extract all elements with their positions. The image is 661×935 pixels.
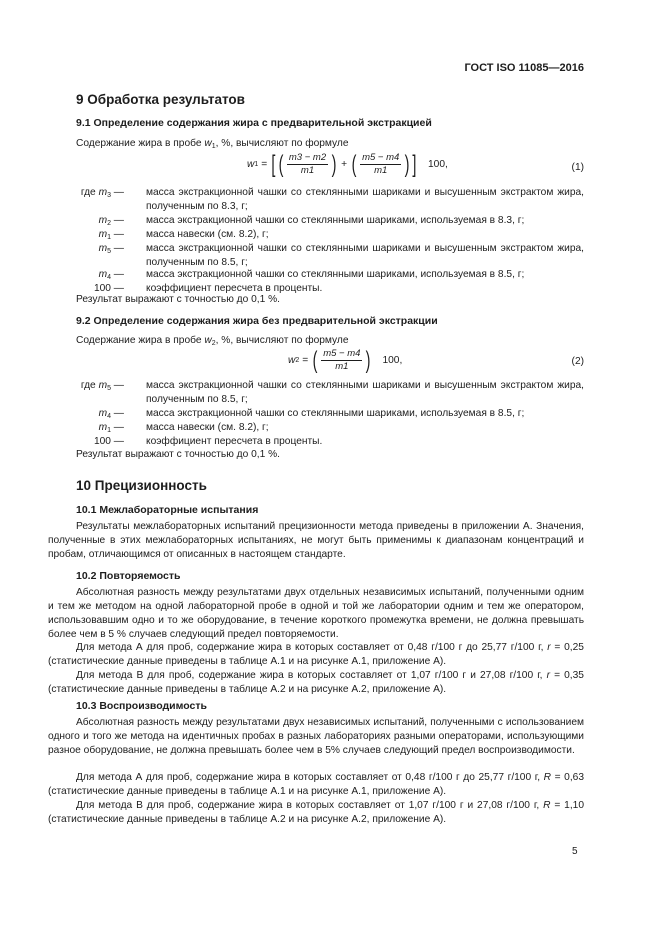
definition-item — [48, 379, 584, 407]
section-10-1-title: 10.1 Межлабораторные испытания — [76, 504, 259, 516]
definition-symbol: $m_5$ — — [98, 243, 124, 255]
section-9-1-result: Результат выражают с точностью до 0,1 %. — [76, 294, 280, 305]
definition-text: масса экстракционной чашки со стеклянными шариками и высушенным экстрактом жира, полученным по 8.3, г; — [146, 187, 584, 212]
section-10-2-title: 10.2 Повторяемость — [76, 570, 181, 582]
definition-symbol: $m_2$ — — [98, 215, 124, 227]
section-10-3-title: 10.3 Воспроизводимость — [76, 700, 207, 712]
fraction-denominator: m1 — [300, 165, 315, 176]
formula-1-number: (1) — [571, 162, 584, 173]
formula-2-number: (2) — [571, 356, 584, 367]
definition-symbol: $m_1$ — — [98, 422, 124, 434]
definition-item — [48, 242, 584, 270]
definition-text: масса навески (см. 8.2), г; — [146, 422, 269, 433]
fraction-numerator: m5 − m4 — [323, 348, 361, 359]
definition-symbol: $m_1$ — — [98, 229, 124, 241]
section-9-title: 9 Обработка результатов — [76, 92, 245, 107]
formula-1: w 1 = [ ( $\frac{m3 - m2}{m1}$ ) + ( $\frac{m5 - m4}{m1}$ ) ] 100, (1) — [247, 150, 584, 178]
definition-symbol: $m_4$ — — [98, 269, 124, 281]
definition-text: коэффициент пересчета в проценты. — [146, 283, 323, 294]
definition-symbol: $m_4$ — — [98, 408, 124, 420]
definition-item — [48, 407, 584, 421]
page-number: 5 — [572, 846, 578, 857]
section-9-1-title: 9.1 Определение содержания жира с предварительной экстракцией — [76, 117, 432, 129]
definition-item — [48, 435, 584, 449]
definition-symbol: 100 — — [93, 436, 124, 447]
definition-text: коэффициент пересчета в проценты. — [146, 436, 323, 447]
section-10-3-paragraph-3: Для метода В для проб, содержание жира в которых составляет от 1,07 г/100 г и 27,08 г/100 г, R = 1,10 (статистические данные приведены в таблице А.2 и на рисунке А.2, приложение А). — [48, 800, 584, 825]
fraction-denominator: m1 — [374, 165, 388, 176]
section-10-1-paragraph: Результаты межлабораторных испытаний прецизионности метода приведены в приложении А. Значения, полученные в этих межлабораторных испытаниях, не могут быть применимы к диапазонам концентраций и пробам, отличающимся от описанных в настоящем стандарте. — [48, 521, 584, 560]
section-10-2-paragraph-3: Для метода В для проб, содержание жира в которых составляет от 1,07 г/100 г и 27,08 г/100 г, r = 0,35 (статистические данные приведены в таблице А.2 и на рисунке А.2, приложение А). — [48, 670, 584, 695]
fraction-numerator: m5 − m4 — [362, 152, 400, 163]
definition-text: масса экстракционной чашки со стеклянными шариками и высушенным экстрактом жира, полученным по 8.5, г; — [146, 243, 584, 268]
section-10-2-paragraph-2: Для метода А для проб, содержание жира в которых составляет от 0,48 г/100 г до 25,77 г/100 г, r = 0,25 (статистические данные приведены в таблице А.1 и на рисунке А.1, приложение А). — [48, 642, 584, 667]
section-10-2-paragraph-1: Абсолютная разность между результатами двух отдельных независимых испытаний, полученными одним и тем же методом на одной лабораторной пробе в одной и той же лаборатории одним и тем же оператором, использовавшим одно и то же оборудование, в течение короткого промежутка времени, не должна превышать более чем в 5 % случаев следующий предел повторяемости. — [48, 587, 584, 640]
section-9-2-result: Результат выражают с точностью до 0,1 %. — [76, 449, 280, 460]
formula-2: w 2 = ( $\frac{m5 - m4}{m1}$ ) 100, (2) — [288, 346, 584, 374]
section-9-2-title: 9.2 Определение содержания жира без предварительной экстракции — [76, 315, 438, 327]
definition-item — [48, 268, 584, 282]
definition-symbol: 100 — — [93, 283, 124, 294]
definition-symbol: где $m_3$ — — [80, 187, 124, 199]
section-10-3-paragraph-1: Абсолютная разность между результатами двух независимых испытаний, полученными с использованием одного и того же метода на идентичных пробах в разных лабораториях разными операторами, использующими разное оборудование, не должна превышать более чем в 5% случаев следующий предел воспроизводимости. — [48, 717, 584, 756]
definition-text: масса экстракционной чашки со стеклянными шариками, используемая в 8.5, г; — [146, 408, 525, 419]
definition-text: масса навески (см. 8.2), г; — [146, 229, 269, 240]
fraction-numerator: m3 − m2 — [288, 152, 327, 163]
definition-text: масса экстракционной чашки со стеклянными шариками, используемая в 8.3, г; — [146, 215, 525, 226]
definition-item — [48, 228, 584, 242]
definition-symbol: где $m_5$ — — [80, 380, 124, 392]
definition-text: масса экстракционной чашки со стеклянными шариками и высушенным экстрактом жира, полученным по 8.5, г; — [146, 380, 584, 405]
section-9-2-intro: Содержание жира в пробе $w_2$, %, вычисляют по формуле — [76, 335, 349, 347]
section-10-title: 10 Прецизионность — [76, 478, 207, 493]
definition-item — [48, 186, 584, 214]
fraction-denominator: m1 — [335, 361, 349, 372]
definition-item — [48, 421, 584, 435]
section-9-1-intro: Содержание жира в пробе $w_1$, %, вычисляют по формуле — [76, 138, 349, 150]
definition-item — [48, 214, 584, 228]
standard-header: ГОСТ ISO 11085—2016 — [464, 62, 584, 74]
section-10-3-paragraph-2: Для метода А для проб, содержание жира в которых составляет от 0,48 г/100 г до 25,77 г/100 г, R = 0,63 (статистические данные приведены в таблице А.1 и на рисунке А.1, приложение А). — [48, 772, 584, 797]
definition-text: масса экстракционной чашки со стеклянными шариками, используемая в 8.5, г; — [146, 269, 525, 280]
